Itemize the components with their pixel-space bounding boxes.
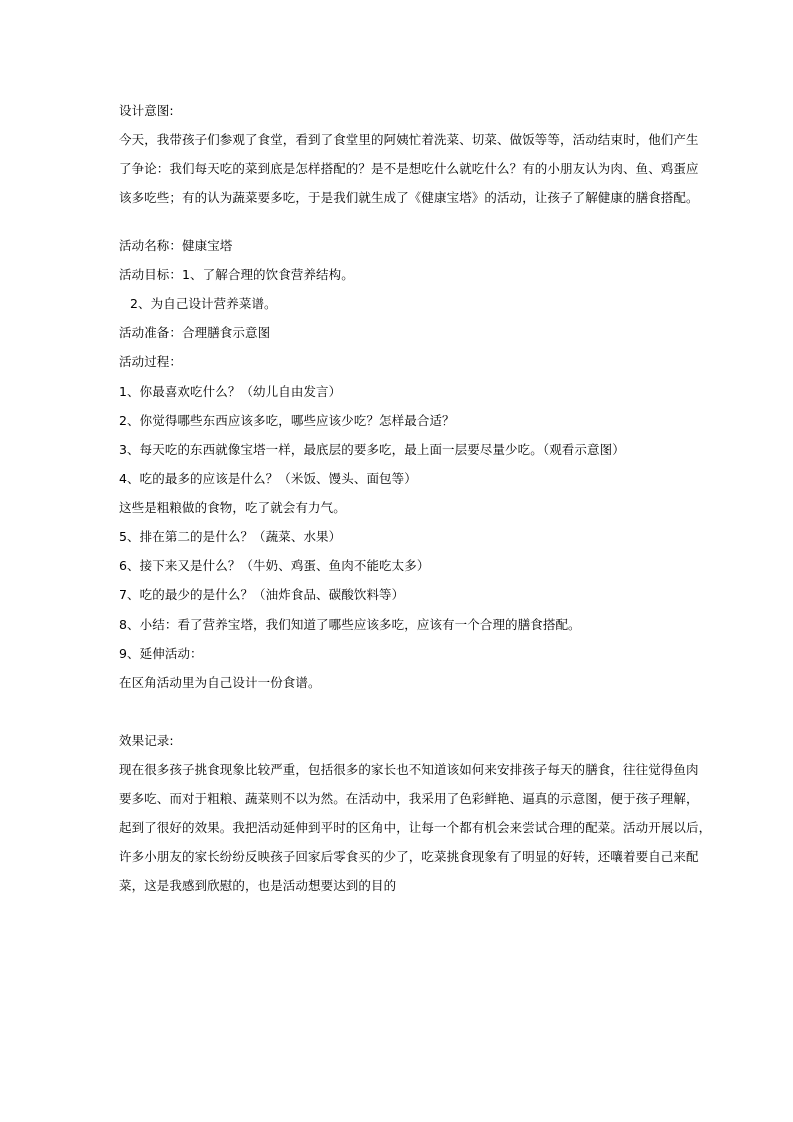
process-step: 这些是粗粮做的食物，吃了就会有力气。 — [119, 500, 346, 515]
process-step: 5、排在第二的是什么？（蔬菜、水果） — [119, 529, 342, 544]
effect-record-line: 现在很多孩子挑食现象比较严重，包括很多的家长也不知道该如何来安排孩子每天的膳食，往往觉得鱼肉 — [119, 762, 699, 777]
design-intent-line: 今天，我带孩子们参观了食堂，看到了食堂里的阿姨忙着洗菜、切菜、做饭等等，活动结束时，他们产生 — [119, 132, 699, 147]
activity-preparation: 活动准备：合理膳食示意图 — [119, 325, 271, 340]
process-step: 4、吃的最多的应该是什么？（米饭、馒头、面包等） — [119, 471, 417, 486]
effect-record-line: 许多小朋友的家长纷纷反映孩子回家后零食买的少了，吃菜挑食现象有了明显的好转，还嚷着要自己来配 — [119, 849, 699, 864]
effect-record-line: 要多吃、而对于粗粮、蔬菜则不以为然。在活动中，我采用了色彩鲜艳、逼真的示意图，便于孩子理解， — [119, 791, 699, 806]
design-intent-line: 了争论：我们每天吃的菜到底是怎样搭配的？是不是想吃什么就吃什么？有的小朋友认为肉、鱼、鸡蛋应 — [119, 161, 699, 176]
activity-process-heading: 活动过程： — [119, 354, 183, 369]
activity-name: 活动名称：健康宝塔 — [119, 238, 233, 253]
effect-record-line: 起到了很好的效果。我把活动延伸到平时的区角中，让每一个都有机会来尝试合理的配菜。活动开展以后， — [119, 820, 712, 835]
design-intent-line: 该多吃些；有的认为蔬菜要多吃，于是我们就生成了《健康宝塔》的活动，让孩子了解健康的膳食搭配。 — [119, 190, 699, 205]
activity-goal-1: 活动目标：1、了解合理的饮食营养结构。 — [119, 267, 354, 282]
process-step: 2、你觉得哪些东西应该多吃，哪些应该少吃？怎样最合适？ — [119, 413, 455, 428]
activity-goal-2: 2、为自己设计营养菜谱。 — [130, 296, 277, 311]
process-step: 3、每天吃的东西就像宝塔一样，最底层的要多吃，最上面一层要尽量少吃。（观看示意图） — [119, 442, 625, 457]
process-step: 7、吃的最少的是什么？（油炸食品、碳酸饮料等） — [119, 587, 405, 602]
process-step: 9、延伸活动： — [119, 646, 203, 661]
process-step: 8、小结：看了营养宝塔，我们知道了哪些应该多吃，应该有一个合理的膳食搭配。 — [119, 617, 581, 632]
process-step: 1、你最喜欢吃什么？（幼儿自由发言） — [119, 384, 342, 399]
process-step: 在区角活动里为自己设计一份食谱。 — [119, 675, 321, 690]
process-step: 6、接下来又是什么？（牛奶、鸡蛋、鱼肉不能吃太多） — [119, 558, 430, 573]
effect-record-line: 菜，这是我感到欣慰的，也是活动想要达到的目的 — [119, 878, 397, 893]
design-intent-heading: 设计意图: — [119, 103, 174, 118]
effect-record-heading: 效果记录: — [119, 733, 174, 748]
